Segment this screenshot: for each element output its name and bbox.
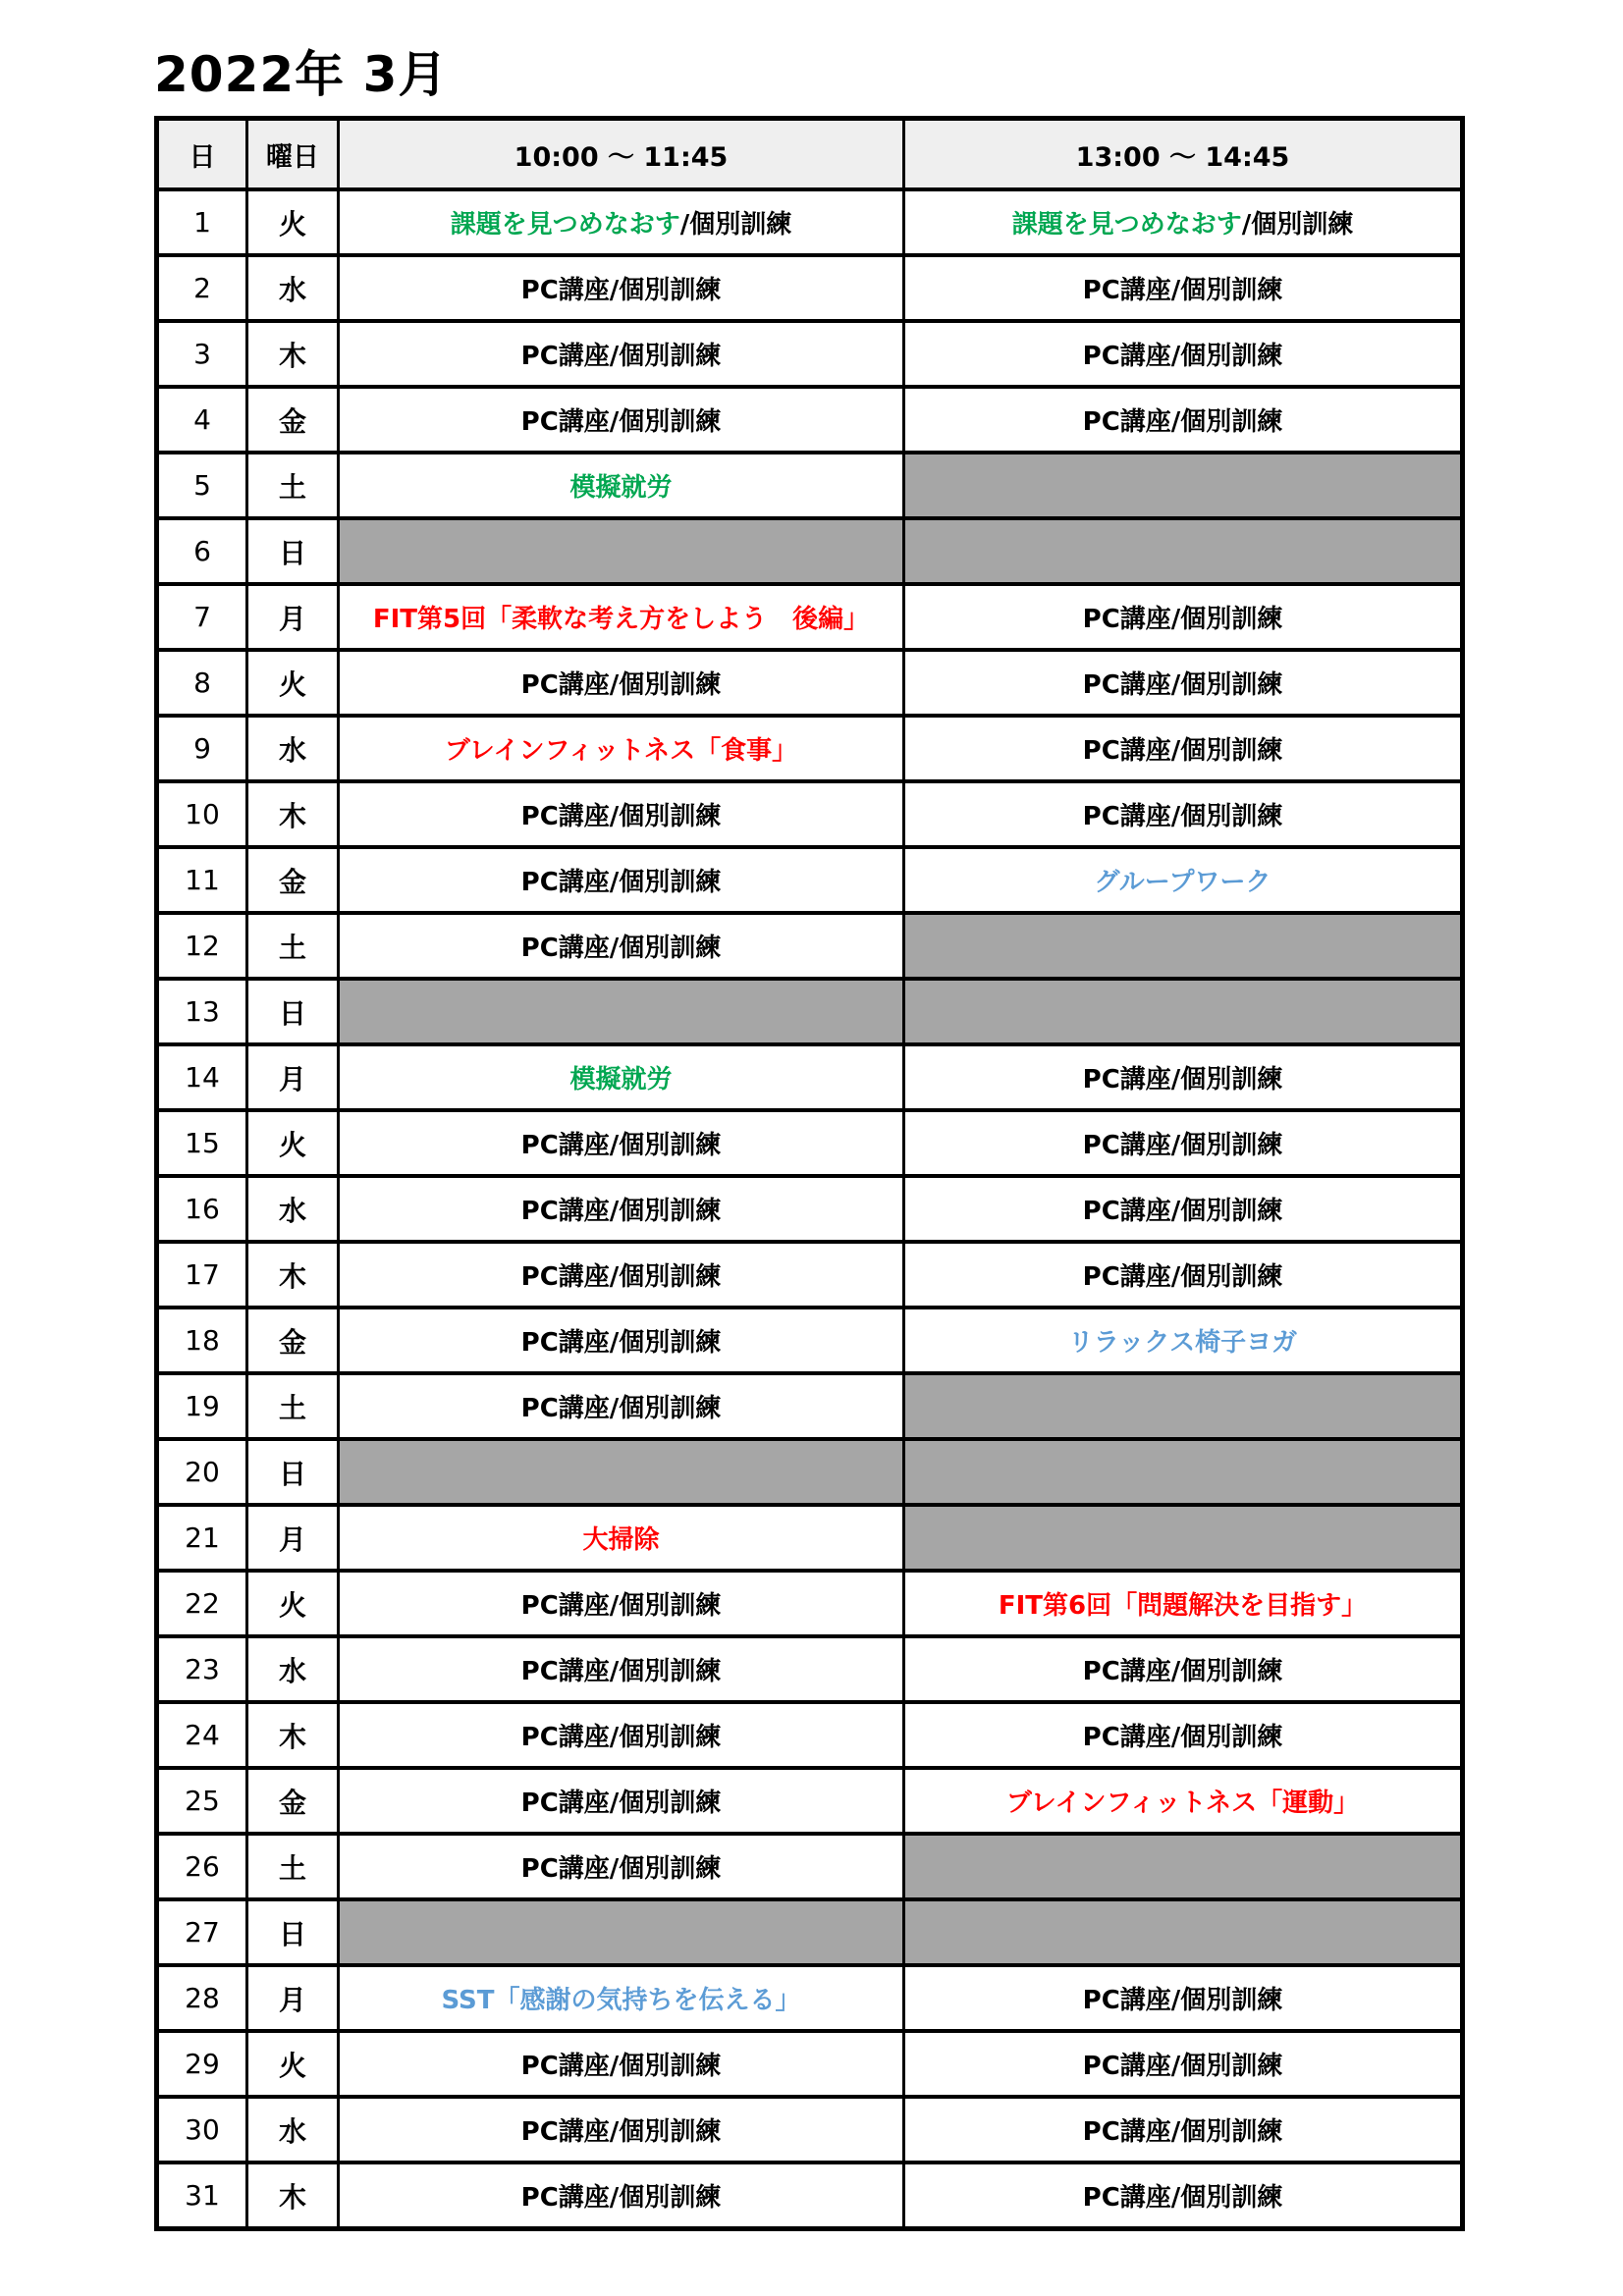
event-text-segment: PC講座/個別訓練 (520, 342, 722, 371)
calendar-row (157, 321, 1463, 387)
morning-cell (339, 1965, 904, 2031)
day-number-cell: 17 (157, 1242, 247, 1308)
day-number-cell: 21 (157, 1505, 247, 1571)
event-text-segment: PC講座/個別訓練 (1082, 605, 1283, 634)
calendar-row (157, 650, 1463, 716)
day-number-cell: 6 (157, 518, 247, 584)
event-text-segment: 大掃除 (582, 1525, 660, 1555)
weekday-cell: 木 (247, 781, 339, 847)
event-text-segment: SST「感謝の気持ちを伝える」 (441, 1986, 801, 2015)
weekday-cell: 土 (247, 1834, 339, 1899)
morning-cell (339, 2163, 904, 2229)
afternoon-cell (904, 1439, 1463, 1505)
event-text-segment: PC講座/個別訓練 (1082, 1065, 1283, 1095)
weekday-cell: 金 (247, 1768, 339, 1834)
afternoon-cell (904, 2097, 1463, 2163)
calendar-row (157, 1308, 1463, 1373)
afternoon-cell (904, 2031, 1463, 2097)
schedule-table (154, 116, 1465, 2231)
day-number-cell: 16 (157, 1176, 247, 1242)
afternoon-cell (904, 847, 1463, 913)
event-text-segment: グループワーク (1094, 868, 1271, 897)
event-text-segment: PC講座/個別訓練 (520, 1131, 722, 1160)
day-number-cell: 29 (157, 2031, 247, 2097)
morning-cell (339, 1110, 904, 1176)
event-text-segment: PC講座/個別訓練 (1082, 407, 1283, 437)
morning-cell (339, 913, 904, 979)
morning-cell (339, 1505, 904, 1571)
afternoon-cell (904, 979, 1463, 1044)
event-text-segment: PC講座/個別訓練 (520, 802, 722, 831)
morning-cell (339, 781, 904, 847)
day-number-cell: 10 (157, 781, 247, 847)
day-number-cell: 13 (157, 979, 247, 1044)
event-text-segment: PC講座/個別訓練 (1082, 736, 1283, 766)
calendar-row (157, 255, 1463, 321)
weekday-cell: 日 (247, 518, 339, 584)
event-text-segment: PC講座/個別訓練 (1082, 1197, 1283, 1226)
weekday-cell: 水 (247, 2097, 339, 2163)
event-text-segment: PC講座/個別訓練 (520, 2117, 722, 2147)
morning-cell (339, 1768, 904, 1834)
day-number-cell: 7 (157, 584, 247, 650)
header-cell-day: 日 (157, 119, 247, 190)
afternoon-cell (904, 321, 1463, 387)
weekday-cell: 火 (247, 2031, 339, 2097)
morning-cell (339, 2031, 904, 2097)
morning-cell (339, 1636, 904, 1702)
header-cell-weekday: 曜日 (247, 119, 339, 190)
day-number-cell: 20 (157, 1439, 247, 1505)
morning-cell (339, 650, 904, 716)
afternoon-cell (904, 1308, 1463, 1373)
afternoon-cell (904, 1571, 1463, 1636)
calendar-row (157, 387, 1463, 453)
weekday-cell: 日 (247, 1899, 339, 1965)
event-text-segment: PC講座/個別訓練 (520, 1657, 722, 1686)
calendar-row (157, 1176, 1463, 1242)
calendar-row (157, 716, 1463, 781)
morning-cell (339, 518, 904, 584)
afternoon-cell (904, 1176, 1463, 1242)
event-text-segment: PC講座/個別訓練 (1082, 802, 1283, 831)
event-text-segment: PC講座/個別訓練 (520, 2183, 722, 2213)
event-text-segment: PC講座/個別訓練 (520, 1854, 722, 1884)
event-text-segment: PC講座/個別訓練 (520, 1197, 722, 1226)
calendar-row (157, 1110, 1463, 1176)
calendar-row (157, 1242, 1463, 1308)
afternoon-cell (904, 518, 1463, 584)
afternoon-cell (904, 913, 1463, 979)
event-text-segment: FIT第5回「柔軟な考え方をしよう 後編」 (372, 605, 870, 634)
morning-cell (339, 1308, 904, 1373)
event-text-segment: PC講座/個別訓練 (1082, 2117, 1283, 2147)
event-text-segment: PC講座/個別訓練 (1082, 276, 1283, 305)
event-text-segment: PC講座/個別訓練 (520, 1591, 722, 1621)
event-text-segment: 課題を見つめなおす (1011, 210, 1242, 240)
morning-cell (339, 1899, 904, 1965)
calendar-row (157, 2097, 1463, 2163)
event-text-segment: PC講座/個別訓練 (1082, 1262, 1283, 1292)
afternoon-cell (904, 189, 1463, 255)
calendar-row (157, 1571, 1463, 1636)
afternoon-cell (904, 2163, 1463, 2229)
afternoon-cell (904, 387, 1463, 453)
event-text-segment: PC講座/個別訓練 (520, 1723, 722, 1752)
day-number-cell: 5 (157, 453, 247, 518)
weekday-cell: 日 (247, 979, 339, 1044)
event-text-segment: 模擬就労 (569, 473, 673, 503)
event-text-segment: FIT第6回「問題解決を目指す」 (998, 1591, 1368, 1621)
weekday-cell: 日 (247, 1439, 339, 1505)
morning-cell (339, 847, 904, 913)
event-text-segment: /個別訓練 (679, 210, 792, 240)
calendar-row (157, 584, 1463, 650)
day-number-cell: 2 (157, 255, 247, 321)
header-cell-afternoon: 13:00 ～ 14:45 (904, 119, 1463, 190)
event-text-segment: PC講座/個別訓練 (1082, 342, 1283, 371)
day-number-cell: 4 (157, 387, 247, 453)
calendar-row (157, 2031, 1463, 2097)
weekday-cell: 火 (247, 189, 339, 255)
afternoon-cell (904, 716, 1463, 781)
event-text-segment: PC講座/個別訓練 (520, 276, 722, 305)
weekday-cell: 水 (247, 255, 339, 321)
schedule-table-body (157, 189, 1463, 2229)
morning-cell (339, 189, 904, 255)
day-number-cell: 27 (157, 1899, 247, 1965)
day-number-cell: 28 (157, 1965, 247, 2031)
calendar-row (157, 913, 1463, 979)
day-number-cell: 9 (157, 716, 247, 781)
event-text-segment: PC講座/個別訓練 (520, 1394, 722, 1423)
day-number-cell: 24 (157, 1702, 247, 1768)
morning-cell (339, 1176, 904, 1242)
calendar-row (157, 2163, 1463, 2229)
event-text-segment: 模擬就労 (569, 1065, 673, 1095)
calendar-row (157, 1373, 1463, 1439)
afternoon-cell (904, 1834, 1463, 1899)
morning-cell (339, 453, 904, 518)
calendar-row (157, 518, 1463, 584)
calendar-row (157, 979, 1463, 1044)
weekday-cell: 土 (247, 453, 339, 518)
header-row (157, 119, 1463, 190)
afternoon-cell (904, 453, 1463, 518)
weekday-cell: 月 (247, 584, 339, 650)
page-title: 2022年 3月 (154, 46, 449, 103)
day-number-cell: 12 (157, 913, 247, 979)
afternoon-cell (904, 584, 1463, 650)
event-text-segment: PC講座/個別訓練 (520, 1262, 722, 1292)
morning-cell (339, 584, 904, 650)
weekday-cell: 土 (247, 913, 339, 979)
afternoon-cell (904, 1636, 1463, 1702)
event-text-segment: /個別訓練 (1241, 210, 1354, 240)
morning-cell (339, 2097, 904, 2163)
morning-cell (339, 1439, 904, 1505)
morning-cell (339, 1373, 904, 1439)
day-number-cell: 25 (157, 1768, 247, 1834)
calendar-row (157, 453, 1463, 518)
day-number-cell: 3 (157, 321, 247, 387)
calendar-row (157, 1439, 1463, 1505)
calendar-row (157, 1768, 1463, 1834)
event-text-segment: PC講座/個別訓練 (1082, 2052, 1283, 2081)
afternoon-cell (904, 650, 1463, 716)
event-text-segment: PC講座/個別訓練 (1082, 1131, 1283, 1160)
morning-cell (339, 1044, 904, 1110)
morning-cell (339, 1242, 904, 1308)
weekday-cell: 金 (247, 847, 339, 913)
calendar-row (157, 1636, 1463, 1702)
weekday-cell: 水 (247, 1636, 339, 1702)
weekday-cell: 水 (247, 716, 339, 781)
weekday-cell: 木 (247, 1242, 339, 1308)
event-text-segment: 課題を見つめなおす (450, 210, 680, 240)
weekday-cell: 木 (247, 1702, 339, 1768)
morning-cell (339, 979, 904, 1044)
day-number-cell: 26 (157, 1834, 247, 1899)
afternoon-cell (904, 1965, 1463, 2031)
event-text-segment: PC講座/個別訓練 (1082, 1723, 1283, 1752)
weekday-cell: 木 (247, 321, 339, 387)
morning-cell (339, 1834, 904, 1899)
event-text-segment: ブレインフィットネス「運動」 (1005, 1789, 1360, 1818)
calendar-row (157, 1044, 1463, 1110)
day-number-cell: 11 (157, 847, 247, 913)
day-number-cell: 31 (157, 2163, 247, 2229)
event-text-segment: ブレインフィットネス「食事」 (444, 736, 798, 766)
day-number-cell: 18 (157, 1308, 247, 1373)
weekday-cell: 火 (247, 1571, 339, 1636)
weekday-cell: 月 (247, 1505, 339, 1571)
calendar-row (157, 1702, 1463, 1768)
morning-cell (339, 1702, 904, 1768)
event-text-segment: PC講座/個別訓練 (520, 407, 722, 437)
afternoon-cell (904, 1242, 1463, 1308)
morning-cell (339, 387, 904, 453)
event-text-segment: PC講座/個別訓練 (1082, 2183, 1283, 2213)
morning-cell (339, 321, 904, 387)
day-number-cell: 19 (157, 1373, 247, 1439)
weekday-cell: 金 (247, 1308, 339, 1373)
header-cell-morning: 10:00 ～ 11:45 (339, 119, 904, 190)
event-text-segment: PC講座/個別訓練 (520, 2052, 722, 2081)
calendar-row (157, 1965, 1463, 2031)
event-text-segment: PC講座/個別訓練 (1082, 1986, 1283, 2015)
weekday-cell: 金 (247, 387, 339, 453)
weekday-cell: 火 (247, 650, 339, 716)
day-number-cell: 1 (157, 189, 247, 255)
calendar-row (157, 1505, 1463, 1571)
calendar-row (157, 1899, 1463, 1965)
weekday-cell: 火 (247, 1110, 339, 1176)
afternoon-cell (904, 1899, 1463, 1965)
morning-cell (339, 716, 904, 781)
event-text-segment: PC講座/個別訓練 (1082, 670, 1283, 700)
afternoon-cell (904, 1044, 1463, 1110)
afternoon-cell (904, 1768, 1463, 1834)
weekday-cell: 木 (247, 2163, 339, 2229)
weekday-cell: 月 (247, 1965, 339, 2031)
event-text-segment: リラックス椅子ヨガ (1067, 1328, 1298, 1358)
afternoon-cell (904, 781, 1463, 847)
day-number-cell: 23 (157, 1636, 247, 1702)
weekday-cell: 月 (247, 1044, 339, 1110)
event-text-segment: PC講座/個別訓練 (1082, 1657, 1283, 1686)
day-number-cell: 8 (157, 650, 247, 716)
event-text-segment: PC講座/個別訓練 (520, 868, 722, 897)
afternoon-cell (904, 1702, 1463, 1768)
calendar-row (157, 189, 1463, 255)
calendar-row (157, 1834, 1463, 1899)
morning-cell (339, 1571, 904, 1636)
afternoon-cell (904, 255, 1463, 321)
day-number-cell: 15 (157, 1110, 247, 1176)
calendar-row (157, 781, 1463, 847)
day-number-cell: 30 (157, 2097, 247, 2163)
day-number-cell: 14 (157, 1044, 247, 1110)
event-text-segment: PC講座/個別訓練 (520, 934, 722, 963)
day-number-cell: 22 (157, 1571, 247, 1636)
afternoon-cell (904, 1110, 1463, 1176)
event-text-segment: PC講座/個別訓練 (520, 1789, 722, 1818)
afternoon-cell (904, 1505, 1463, 1571)
morning-cell (339, 255, 904, 321)
weekday-cell: 水 (247, 1176, 339, 1242)
afternoon-cell (904, 1373, 1463, 1439)
event-text-segment: PC講座/個別訓練 (520, 670, 722, 700)
event-text-segment: PC講座/個別訓練 (520, 1328, 722, 1358)
weekday-cell: 土 (247, 1373, 339, 1439)
calendar-row (157, 847, 1463, 913)
